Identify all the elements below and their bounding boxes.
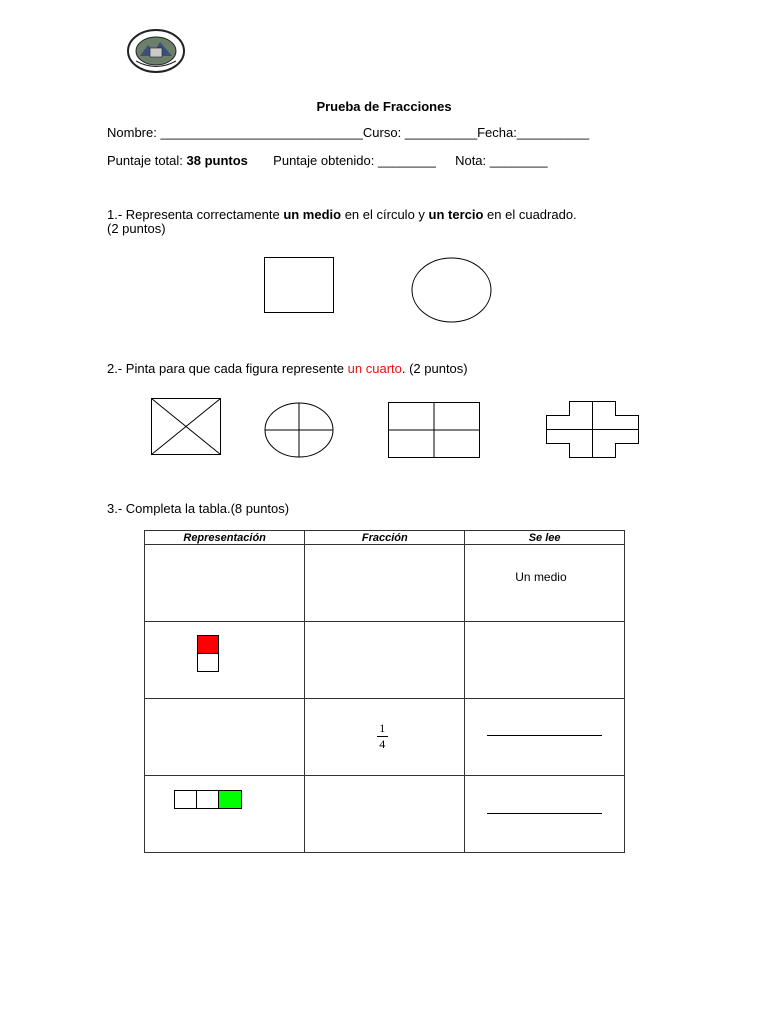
row1-fraccion-cell[interactable] bbox=[305, 545, 465, 622]
table-row bbox=[145, 699, 625, 776]
question-2-text bbox=[107, 361, 468, 376]
row4-answer-line[interactable] bbox=[487, 813, 602, 814]
third-green-bar bbox=[174, 790, 244, 811]
q2-text-pre: 2.- Pinta para que cada figura represente bbox=[107, 361, 348, 376]
q1-square[interactable] bbox=[264, 257, 334, 313]
puntaje-total-value: 38 puntos bbox=[186, 153, 248, 168]
row3-representacion-cell[interactable] bbox=[145, 699, 305, 776]
q1-text-mid: en el círculo y bbox=[341, 207, 429, 222]
table-row bbox=[145, 776, 625, 853]
fraction-denominator: 4 bbox=[379, 737, 386, 751]
q2-divided-rectangle[interactable] bbox=[388, 402, 480, 458]
puntaje-line bbox=[107, 153, 548, 168]
q1-text-post: en el cuadrado. bbox=[483, 207, 577, 222]
row1-se-lee-cell bbox=[465, 545, 625, 622]
page-title: Prueba de Fracciones bbox=[316, 99, 452, 114]
question-1-points: (2 puntos) bbox=[107, 221, 166, 236]
question-3-text: 3.- Completa la tabla.(8 puntos) bbox=[107, 501, 290, 516]
row4-representacion-cell bbox=[145, 776, 305, 853]
q1-bold-un-tercio: un tercio bbox=[428, 207, 484, 222]
row3-se-lee-cell[interactable] bbox=[465, 699, 625, 776]
q2-text-post: . (2 puntos) bbox=[401, 361, 468, 376]
table-header-row bbox=[145, 531, 625, 545]
q2-cross-shape[interactable] bbox=[546, 401, 639, 458]
row1-representacion-cell[interactable] bbox=[145, 545, 305, 622]
row2-representacion-cell bbox=[145, 622, 305, 699]
header-fraccion: Fracción bbox=[305, 531, 465, 545]
puntaje-total-label: Puntaje total: bbox=[107, 153, 183, 168]
row2-se-lee-cell[interactable] bbox=[465, 622, 625, 699]
q2-highlight-un-cuarto: un cuarto bbox=[347, 361, 402, 376]
nombre-curso-fecha-line: Nombre: ____________________________Curso: __________Fecha:__________ bbox=[107, 125, 590, 140]
row3-answer-line[interactable] bbox=[487, 735, 602, 736]
q1-circle[interactable] bbox=[411, 257, 492, 323]
q2-square-with-diagonals[interactable] bbox=[151, 398, 221, 455]
header-representacion: Representación bbox=[145, 531, 305, 545]
row1-se-lee-text: Un medio bbox=[515, 570, 567, 584]
table-row bbox=[145, 622, 625, 699]
header-se-lee: Se lee bbox=[465, 531, 625, 545]
q2-divided-circle[interactable] bbox=[264, 402, 334, 458]
nota: Nota: ________ bbox=[455, 153, 548, 168]
fraction-table bbox=[144, 530, 625, 853]
puntaje-obtenido: Puntaje obtenido: ________ bbox=[273, 153, 436, 168]
school-logo bbox=[126, 28, 186, 74]
row4-se-lee-cell[interactable] bbox=[465, 776, 625, 853]
row2-fraccion-cell[interactable] bbox=[305, 622, 465, 699]
question-1-text bbox=[107, 207, 577, 222]
half-red-bar bbox=[197, 635, 221, 674]
fraction-numerator: 1 bbox=[379, 721, 386, 735]
table-row bbox=[145, 545, 625, 622]
row4-fraccion-cell[interactable] bbox=[305, 776, 465, 853]
row3-fraccion-cell bbox=[305, 699, 465, 776]
q1-bold-un-medio: un medio bbox=[283, 207, 342, 222]
q1-text-pre: 1.- Representa correctamente bbox=[107, 207, 284, 222]
